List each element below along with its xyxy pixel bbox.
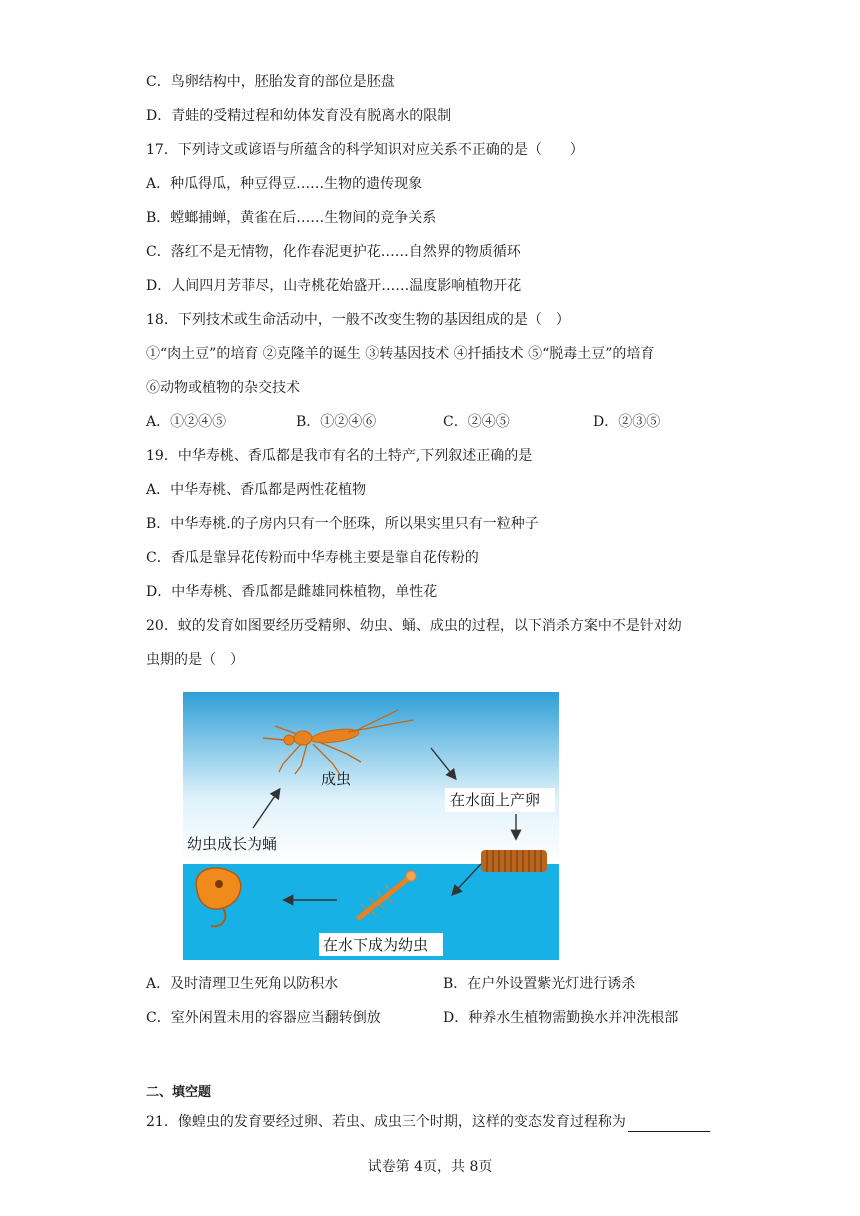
line-q16c: C．鸟卵结构中，胚胎发育的部位是胚盘: [146, 74, 395, 90]
option-19b: B．中华寿桃.的子房内只有一个胚珠，所以果实里只有一粒种子: [146, 516, 539, 532]
option-18b: B．①②④⑥: [296, 414, 377, 430]
option-19c: C．香瓜是靠异花传粉而中华寿桃主要是靠自花传粉的: [146, 550, 479, 566]
label-adult: 成虫: [321, 770, 352, 788]
question-21-text: 21．像蝗虫的发育要经过卵、若虫、成虫三个时期，这样的变态发育过程称为: [146, 1114, 626, 1130]
option-20c: C．室外闲置未用的容器应当翻转倒放: [146, 1010, 381, 1026]
page-footer: 试卷第 4页，共 8页: [367, 1159, 493, 1175]
label-larva: 在水下成为幼虫: [323, 936, 429, 954]
option-20d: D．种养水生植物需勤换水并冲洗根部: [443, 1010, 679, 1026]
option-19a: A．中华寿桃、香瓜都是两性花植物: [146, 482, 367, 498]
option-17a: A．种瓜得瓜，种豆得豆……生物的遗传现象: [146, 176, 423, 192]
option-17b: B．螳螂捕蝉，黄雀在后……生物间的竞争关系: [146, 210, 437, 226]
options-20-row2: [146, 1008, 746, 1028]
egg-raft-icon: [481, 850, 547, 872]
statements-18-line1: ①“肉土豆”的培育 ②克隆羊的诞生 ③转基因技术 ④扦插技术 ⑤“脱毒土豆”的培育: [146, 346, 655, 362]
answer-blank[interactable]: [628, 1116, 710, 1132]
option-18c: C．②④⑤: [443, 414, 510, 430]
question-17: 17．下列诗文或谚语与所蕴含的科学知识对应关系不正确的是（ ）: [146, 142, 584, 158]
option-19d: D．中华寿桃、香瓜都是雌雄同株植物，单性花: [146, 584, 438, 600]
options-18: [146, 412, 746, 432]
mosquito-lifecycle-figure: [183, 692, 559, 960]
label-egg: 在水面上产卵: [450, 791, 541, 809]
section-title-fill-in: 二、填空题: [146, 1085, 212, 1100]
option-17c: C．落红不是无情物，化作春泥更护花……自然界的物质循环: [146, 244, 521, 260]
option-20b: B．在户外设置紫光灯进行诱杀: [443, 976, 636, 992]
question-20-line2: 虫期的是（ ）: [146, 652, 244, 668]
question-19: 19．中华寿桃、香瓜都是我市有名的土特产,下列叙述正确的是: [146, 448, 533, 464]
question-18: 18．下列技术或生命活动中，一般不改变生物的基因组成的是（ ）: [146, 312, 570, 328]
statements-18-line2: ⑥动物或植物的杂交技术: [146, 380, 300, 396]
option-18a: A．①②④⑤: [146, 414, 227, 430]
question-21: [146, 1112, 710, 1132]
line-q16d: D．青蛙的受精过程和幼体发育没有脱离水的限制: [146, 108, 452, 124]
label-pupa: 幼虫成长为蛹: [187, 835, 278, 853]
question-20-line1: 20．蚊的发育如图要经历受精卵、幼虫、蛹、成虫的过程，以下消杀方案中不是针对幼: [146, 618, 682, 634]
options-20-row1: [146, 974, 746, 994]
option-20a: A．及时清理卫生死角以防积水: [146, 976, 339, 992]
option-17d: D．人间四月芳菲尽，山寺桃花始盛开……温度影响植物开花: [146, 278, 522, 294]
option-18d: D．②③⑤: [593, 414, 661, 430]
